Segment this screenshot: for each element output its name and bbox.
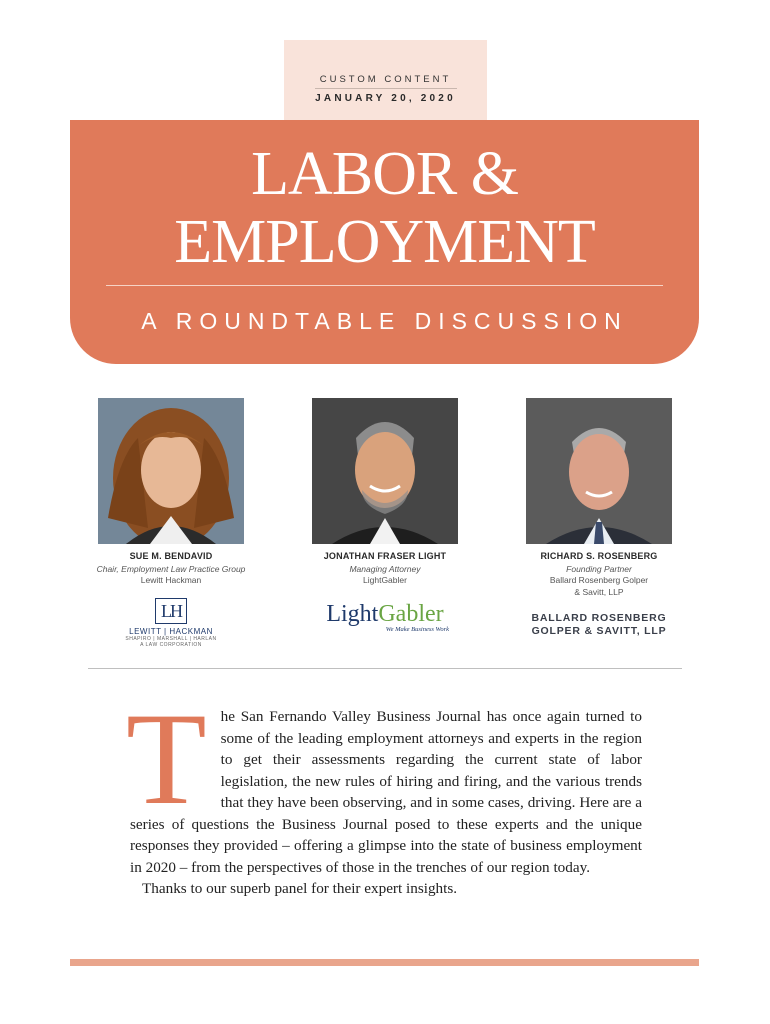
lewitt-hackman-logo (86, 598, 256, 648)
thanks-paragraph: Thanks to our superb panel for their expert insights. (142, 880, 458, 897)
tag-divider (315, 88, 457, 89)
panelist-card-rosenberg (514, 398, 684, 638)
lightgabler-logo (300, 602, 470, 633)
title-line-1: LABOR & (251, 140, 518, 208)
logo-firm-partners: SHAPIRO | MARSHALL | HARLAN (125, 636, 217, 642)
headshot-photo (526, 398, 672, 544)
logo-firm-type: A LAW CORPORATION (140, 642, 202, 648)
panelist-card-bendavid (86, 398, 256, 648)
title-banner (70, 120, 699, 364)
panelist-org: LightGabler (363, 575, 407, 585)
banner-divider (106, 285, 663, 286)
logo-wordmark: LightGabler (326, 601, 444, 627)
headshot-photo (312, 398, 458, 544)
title-line-2: EMPLOYMENT (174, 208, 595, 276)
panelist-card-light (300, 398, 470, 633)
logo-line-2: GOLPER & SAVITT, LLP (531, 625, 667, 637)
panelist-org-line-2: & Savitt, LLP (574, 587, 624, 597)
section-label: CUSTOM CONTENT (319, 74, 452, 85)
issue-date: JANUARY 20, 2020 (315, 93, 456, 104)
headshot-photo (98, 398, 244, 544)
panelist-org: Lewitt Hackman (140, 575, 202, 585)
panelist-name: RICHARD S. ROSENBERG (540, 551, 658, 561)
page-subtitle: A ROUNDTABLE DISCUSSION (141, 308, 628, 334)
article-intro (126, 685, 642, 900)
panelist-title: Chair, Employment Law Practice Group (96, 564, 246, 574)
panelist-title: Founding Partner (566, 564, 632, 574)
intro-text: he San Fernando Valley Business Journal has once again turned to some of the leading employment attorneys and experts in the region to get their assessments regarding the current state of labor legislation, the new rules of hiring and firing, and the various trends that they have been observing, and in some cases, driving. Here are a series of questions the Business Journal posed to these experts and the unique responses they provided – offering a glimpse into the state of business employment in 2020 – from the perspectives of those in the trenches of our region today. (130, 708, 642, 876)
footer-bar (70, 959, 699, 966)
logo-line-1: BALLARD ROSENBERG (531, 612, 667, 624)
panelist-org-line-1: Ballard Rosenberg Golper (549, 575, 649, 585)
ballard-rosenberg-logo (514, 612, 684, 638)
logo-firm-name: LEWITT | HACKMAN (129, 627, 213, 636)
section-divider (88, 668, 682, 669)
panelist-name: SUE M. BENDAVID (129, 551, 213, 561)
intro-paragraph (126, 685, 642, 878)
panelist-title: Managing Attorney (349, 564, 421, 574)
drop-cap: T (126, 685, 207, 832)
custom-content-tag (284, 40, 487, 122)
page-title (70, 140, 699, 276)
panelist-name: JONATHAN FRASER LIGHT (323, 551, 447, 561)
logo-tagline: We Make Business Work (385, 626, 449, 633)
lh-monogram: LH (155, 598, 187, 624)
